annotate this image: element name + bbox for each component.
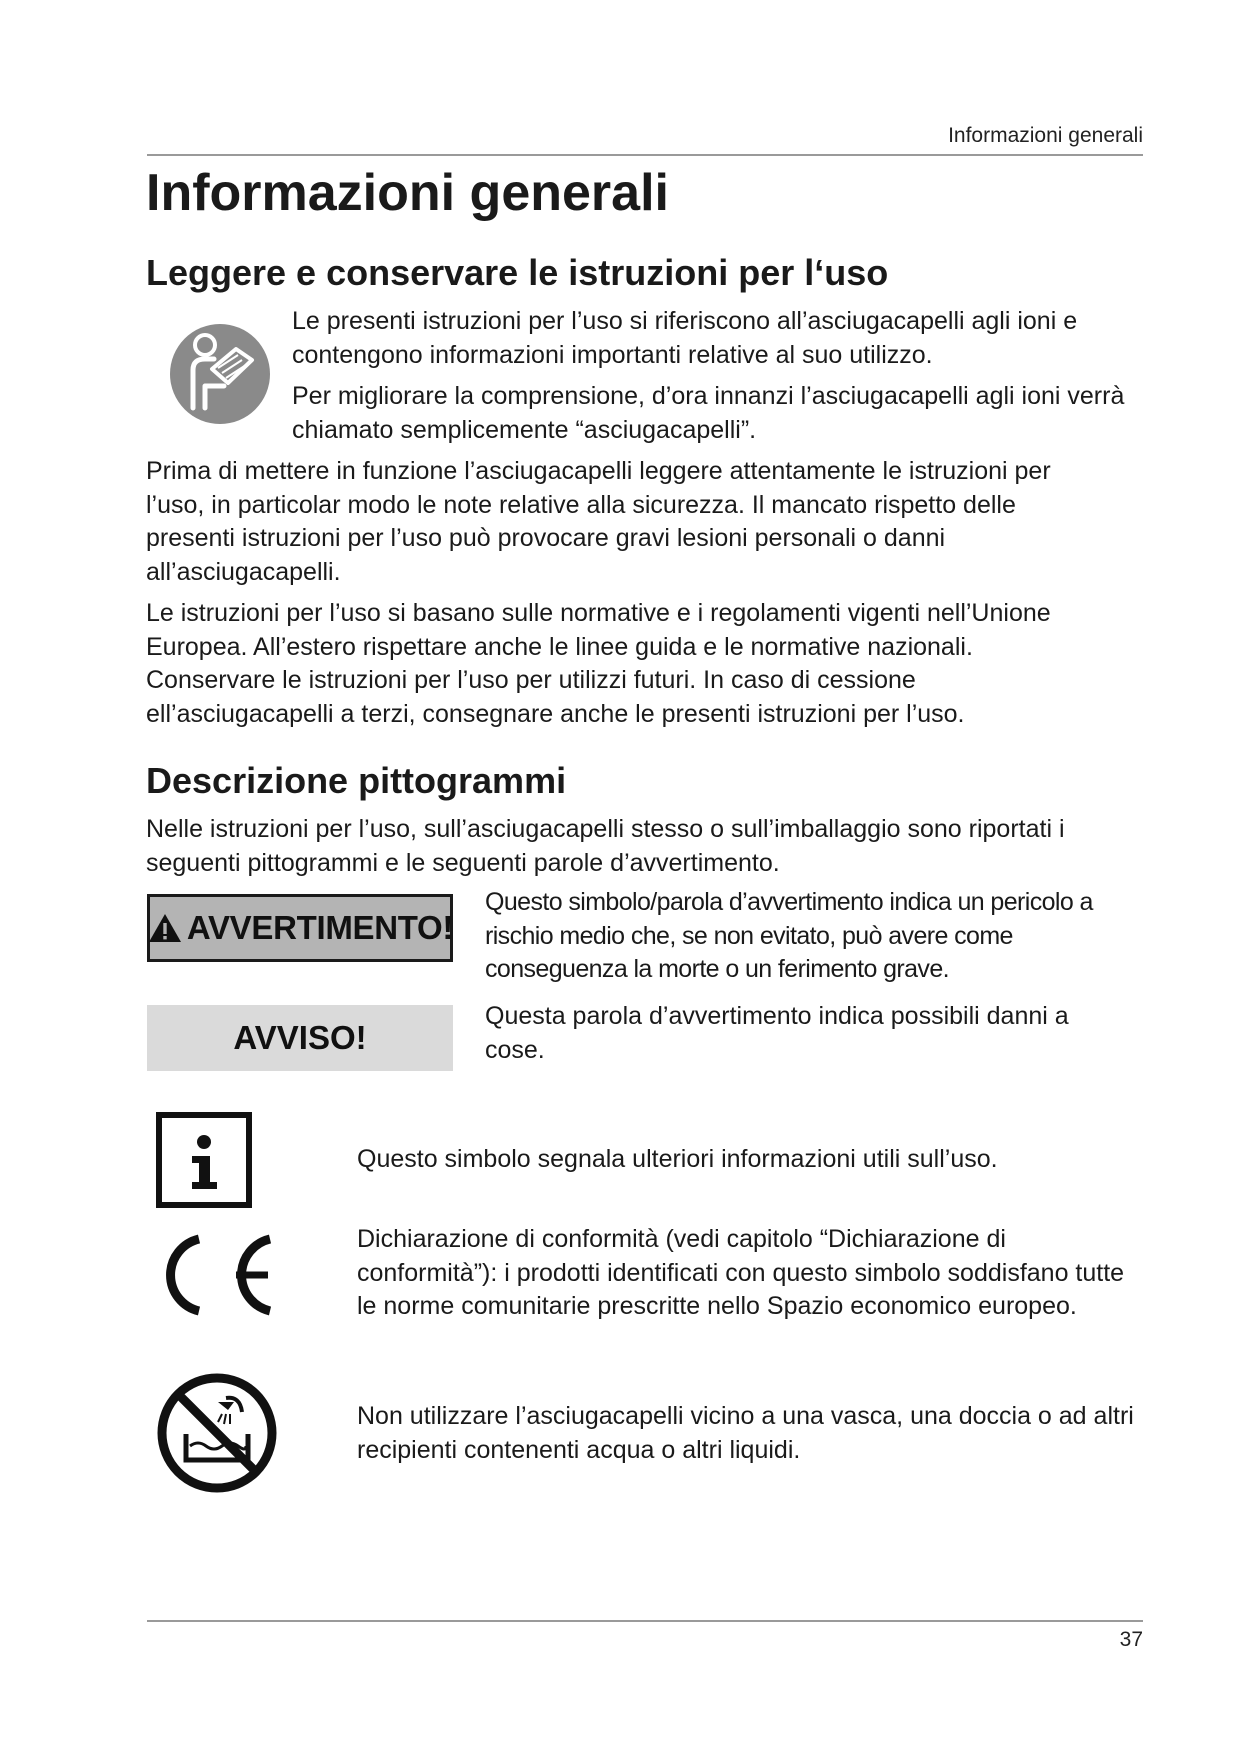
warning-description: Questo simbolo/parola d’avvertimento indica un pericolo a rischio medio che, se non evitato, può avere come conseguenza la morte o un ferimento grave. — [485, 888, 1093, 983]
notice-description: Questa parola d’avvertimento indica possibili danni a cose. — [485, 1002, 1069, 1064]
notice-label: AVVISO! — [233, 1019, 367, 1056]
page-title: Informazioni generali — [146, 164, 669, 222]
no-bath-description: Non utilizzare l’asciugacapelli vicino a una vasca, una doccia o ad altri recipienti contenenti acqua o altri liquidi. — [357, 1402, 1134, 1464]
read-manual-icon — [168, 322, 272, 426]
ce-description: Dichiarazione di conformità (vedi capitolo “Dichiarazione di conformità”): i prodotti identificati con questo simbolo soddisfano tutte le norme comunitarie prescritte nello Spazio economico europeo. — [357, 1225, 1125, 1320]
warning-label: AVVERTIMENTO! — [186, 909, 454, 946]
page-number: 37 — [1119, 1628, 1143, 1651]
intro-paragraph-1: Le presenti istruzioni per l’uso si riferiscono all’asciugacapelli agli ioni e contengono informazioni importanti relative al suo utilizzo. — [292, 307, 1078, 369]
pictograms-intro: Nelle istruzioni per l’uso, sull’asciugacapelli stesso o sull’imballaggio sono riportati i seguenti pittogrammi e le seguenti parole d’avvertimento. — [146, 815, 1065, 877]
notice-signal-word-badge — [147, 1005, 453, 1071]
no-bath-shower-icon — [156, 1372, 278, 1494]
paragraph-eu-regulations: Le istruzioni per l’uso si basano sulle normative e i regolamenti vigenti nell’Unione Europea. All’estero rispettare anche le linee guida e le normative nazionali. Conservare le istruzioni per l’uso per utilizzi futuri. In caso di cessione ell’asciugacapelli a terzi, consegnare anche le presenti istruzioni per l’uso. — [146, 599, 1051, 728]
info-icon — [156, 1112, 252, 1208]
section-heading-read-instructions: Leggere e conservare le istruzioni per l‘uso — [146, 252, 889, 293]
ce-mark-icon — [156, 1232, 274, 1318]
section-heading-pictograms: Descrizione pittogrammi — [146, 760, 567, 801]
footer-rule — [147, 1620, 1143, 1622]
warning-triangle-icon — [147, 912, 183, 944]
info-description: Questo simbolo segnala ulteriori informazioni utili sull’uso. — [357, 1145, 998, 1173]
header-rule — [147, 154, 1143, 156]
warning-signal-word-badge — [147, 894, 453, 962]
intro-paragraph-2: Per migliorare la comprensione, d’ora innanzi l’asciugacapelli agli ioni verrà chiamato semplicemente “asciugacapelli”. — [292, 382, 1125, 444]
running-header: Informazioni generali — [948, 124, 1143, 147]
paragraph-read-before-use: Prima di mettere in funzione l’asciugacapelli leggere attentamente le istruzioni per l’uso, in particolar modo le note relative alla sicurezza. Il mancato rispetto delle presenti istruzioni per l’uso può provocare gravi lesioni personali o danni all’asciugacapelli. — [146, 457, 1051, 586]
